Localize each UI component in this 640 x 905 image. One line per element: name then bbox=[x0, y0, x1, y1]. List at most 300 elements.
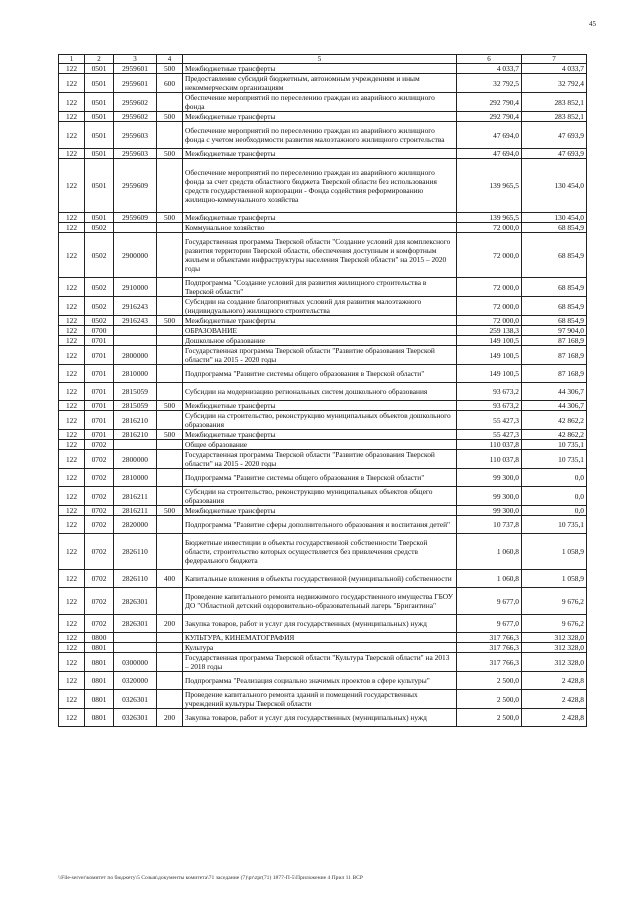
cell-c3: 2820000 bbox=[114, 516, 157, 534]
cell-c3 bbox=[114, 223, 157, 233]
cell-c2: 0501 bbox=[85, 213, 114, 223]
cell-c1: 122 bbox=[59, 506, 85, 516]
cell-c5: Межбюджетные трансферты bbox=[183, 213, 457, 223]
table-row bbox=[59, 440, 587, 450]
cell-c5: Проведение капитального ремонта недвижимого государственного имущества ГБОУ ДО "Областной детский оздоровительно-образовательный лагерь "Бригантина" bbox=[183, 588, 457, 615]
cell-c5: Подпрограмма "Развитие сферы дополнительного образования и воспитания детей" bbox=[183, 516, 457, 534]
table-row bbox=[59, 149, 587, 159]
cell-c7: 312 328,0 bbox=[522, 653, 587, 672]
cell-c4 bbox=[157, 223, 183, 233]
cell-c3: 2800000 bbox=[114, 450, 157, 469]
cell-c2: 0501 bbox=[85, 159, 114, 213]
cell-c5: Межбюджетные трансферты bbox=[183, 64, 457, 74]
cell-c2: 0701 bbox=[85, 430, 114, 440]
cell-c7: 4 033,7 bbox=[522, 64, 587, 74]
cell-c1: 122 bbox=[59, 570, 85, 588]
cell-c4 bbox=[157, 534, 183, 570]
cell-c6: 72 000,0 bbox=[457, 233, 522, 278]
header-cell-7: 7 bbox=[522, 55, 587, 64]
cell-c1: 122 bbox=[59, 534, 85, 570]
cell-c3: 0300000 bbox=[114, 653, 157, 672]
table-body bbox=[59, 55, 587, 727]
cell-c5: Межбюджетные трансферты bbox=[183, 430, 457, 440]
cell-c5: Предоставление субсидий бюджетным, автономным учреждениям и иным некоммерческим организациям bbox=[183, 74, 457, 93]
cell-c7: 1 058,9 bbox=[522, 570, 587, 588]
cell-c6: 4 033,7 bbox=[457, 64, 522, 74]
cell-c5: Подпрограмма "Реализация социально значимых проектов в сфере культуры" bbox=[183, 672, 457, 690]
table-row bbox=[59, 633, 587, 643]
table-row bbox=[59, 122, 587, 149]
table-row bbox=[59, 223, 587, 233]
cell-c3: 2959609 bbox=[114, 213, 157, 223]
cell-c5: Общее образование bbox=[183, 440, 457, 450]
cell-c5: Межбюджетные трансферты bbox=[183, 401, 457, 411]
footer-file-path: \\File-server\комитет по бюджету\5 Созыв\документы комитета\71 заседание (7)\pr\zpr(71) 1877-П-5\Приложение 4 Прил 11 BCP bbox=[58, 875, 364, 881]
header-cell-1: 1 bbox=[59, 55, 85, 64]
cell-c3: 2916243 bbox=[114, 316, 157, 326]
cell-c3: 2816210 bbox=[114, 411, 157, 430]
cell-c1: 122 bbox=[59, 430, 85, 440]
cell-c5: Коммунальное хозяйство bbox=[183, 223, 457, 233]
table-row bbox=[59, 93, 587, 112]
cell-c5: Дошкольное образование bbox=[183, 336, 457, 346]
page-number: 45 bbox=[589, 20, 596, 28]
cell-c7: 2 428,8 bbox=[522, 709, 587, 727]
cell-c4: 500 bbox=[157, 112, 183, 122]
cell-c2: 0502 bbox=[85, 233, 114, 278]
cell-c5: Межбюджетные трансферты bbox=[183, 506, 457, 516]
cell-c6: 93 673,2 bbox=[457, 401, 522, 411]
cell-c1: 122 bbox=[59, 112, 85, 122]
cell-c4: 200 bbox=[157, 615, 183, 633]
cell-c3: 2959609 bbox=[114, 159, 157, 213]
cell-c5: Субсидии на строительство, реконструкцию муниципальных объектов дошкольного образования bbox=[183, 411, 457, 430]
cell-c7: 312 328,0 bbox=[522, 633, 587, 643]
cell-c4 bbox=[157, 643, 183, 653]
table-row bbox=[59, 534, 587, 570]
cell-c4 bbox=[157, 690, 183, 709]
header-cell-6: 6 bbox=[457, 55, 522, 64]
cell-c1: 122 bbox=[59, 213, 85, 223]
cell-c5: Межбюджетные трансферты bbox=[183, 149, 457, 159]
cell-c6: 149 100,5 bbox=[457, 346, 522, 365]
cell-c5: ОБРАЗОВАНИЕ bbox=[183, 326, 457, 336]
cell-c3 bbox=[114, 633, 157, 643]
cell-c2: 0702 bbox=[85, 487, 114, 506]
cell-c3: 2959602 bbox=[114, 93, 157, 112]
table-row bbox=[59, 401, 587, 411]
cell-c1: 122 bbox=[59, 122, 85, 149]
cell-c1: 122 bbox=[59, 487, 85, 506]
cell-c4 bbox=[157, 450, 183, 469]
cell-c2: 0702 bbox=[85, 588, 114, 615]
cell-c3: 2826301 bbox=[114, 615, 157, 633]
cell-c2: 0501 bbox=[85, 112, 114, 122]
cell-c4 bbox=[157, 588, 183, 615]
cell-c2: 0801 bbox=[85, 690, 114, 709]
cell-c6: 47 694,0 bbox=[457, 149, 522, 159]
table-row bbox=[59, 346, 587, 365]
table-row bbox=[59, 450, 587, 469]
cell-c7: 42 862,2 bbox=[522, 411, 587, 430]
table-row bbox=[59, 643, 587, 653]
cell-c5: Закупка товаров, работ и услуг для государственных (муниципальных) нужд bbox=[183, 709, 457, 727]
cell-c6: 2 500,0 bbox=[457, 690, 522, 709]
cell-c1: 122 bbox=[59, 316, 85, 326]
cell-c4: 500 bbox=[157, 213, 183, 223]
cell-c2: 0702 bbox=[85, 440, 114, 450]
cell-c5: Государственная программа Тверской области "Развитие образования Тверской области" на 2015 - 2020 годы bbox=[183, 346, 457, 365]
cell-c1: 122 bbox=[59, 149, 85, 159]
cell-c7: 68 854,9 bbox=[522, 233, 587, 278]
cell-c3: 2826110 bbox=[114, 534, 157, 570]
cell-c3: 2815059 bbox=[114, 401, 157, 411]
cell-c4: 600 bbox=[157, 74, 183, 93]
cell-c2: 0501 bbox=[85, 93, 114, 112]
header-cell-3: 3 bbox=[114, 55, 157, 64]
cell-c7: 9 676,2 bbox=[522, 615, 587, 633]
cell-c2: 0701 bbox=[85, 401, 114, 411]
cell-c7: 32 792,4 bbox=[522, 74, 587, 93]
cell-c3: 2816211 bbox=[114, 506, 157, 516]
cell-c4: 500 bbox=[157, 64, 183, 74]
cell-c2: 0702 bbox=[85, 615, 114, 633]
cell-c7: 0,0 bbox=[522, 469, 587, 487]
cell-c1: 122 bbox=[59, 411, 85, 430]
cell-c5: Субсидии на строительство, реконструкцию муниципальных объектов общего образования bbox=[183, 487, 457, 506]
cell-c7: 47 693,9 bbox=[522, 149, 587, 159]
header-cell-2: 2 bbox=[85, 55, 114, 64]
cell-c6: 1 060,8 bbox=[457, 570, 522, 588]
cell-c5: Бюджетные инвестиции в объекты государственной собственности Тверской области, строительство которых осуществляется без привлечения средств федерального бюджета bbox=[183, 534, 457, 570]
cell-c4 bbox=[157, 93, 183, 112]
cell-c1: 122 bbox=[59, 709, 85, 727]
cell-c2: 0702 bbox=[85, 506, 114, 516]
table-row bbox=[59, 336, 587, 346]
cell-c1: 122 bbox=[59, 633, 85, 643]
cell-c4 bbox=[157, 487, 183, 506]
budget-table bbox=[58, 54, 587, 727]
cell-c2: 0502 bbox=[85, 297, 114, 316]
cell-c4 bbox=[157, 672, 183, 690]
cell-c5: Подпрограмма "Развитие системы общего образования в Тверской области" bbox=[183, 365, 457, 383]
cell-c5: Культура bbox=[183, 643, 457, 653]
cell-c6: 72 000,0 bbox=[457, 316, 522, 326]
cell-c7: 44 306,7 bbox=[522, 383, 587, 401]
cell-c4 bbox=[157, 159, 183, 213]
cell-c2: 0801 bbox=[85, 672, 114, 690]
cell-c4 bbox=[157, 383, 183, 401]
cell-c4 bbox=[157, 633, 183, 643]
cell-c4 bbox=[157, 336, 183, 346]
cell-c1: 122 bbox=[59, 93, 85, 112]
table-row bbox=[59, 297, 587, 316]
table-row bbox=[59, 615, 587, 633]
cell-c2: 0502 bbox=[85, 316, 114, 326]
cell-c6: 99 300,0 bbox=[457, 469, 522, 487]
cell-c4: 500 bbox=[157, 316, 183, 326]
cell-c3: 2826301 bbox=[114, 588, 157, 615]
table-row bbox=[59, 112, 587, 122]
table-row bbox=[59, 365, 587, 383]
cell-c7: 130 454,0 bbox=[522, 159, 587, 213]
table-row bbox=[59, 233, 587, 278]
cell-c1: 122 bbox=[59, 159, 85, 213]
cell-c3: 2815059 bbox=[114, 383, 157, 401]
table-row bbox=[59, 430, 587, 440]
cell-c6: 259 138,3 bbox=[457, 326, 522, 336]
cell-c1: 122 bbox=[59, 278, 85, 297]
table-header-row bbox=[59, 55, 587, 64]
cell-c6: 72 000,0 bbox=[457, 297, 522, 316]
cell-c6: 99 300,0 bbox=[457, 487, 522, 506]
cell-c1: 122 bbox=[59, 365, 85, 383]
cell-c7: 312 328,0 bbox=[522, 643, 587, 653]
cell-c5: Государственная программа Тверской области "Культура Тверской области" на 2013 – 2018 годы bbox=[183, 653, 457, 672]
table-row bbox=[59, 316, 587, 326]
cell-c4: 500 bbox=[157, 149, 183, 159]
cell-c3: 2826110 bbox=[114, 570, 157, 588]
cell-c2: 0701 bbox=[85, 411, 114, 430]
cell-c6: 9 677,0 bbox=[457, 615, 522, 633]
cell-c7: 87 168,9 bbox=[522, 365, 587, 383]
cell-c3: 2816210 bbox=[114, 430, 157, 440]
cell-c2: 0501 bbox=[85, 64, 114, 74]
cell-c3 bbox=[114, 440, 157, 450]
cell-c2: 0801 bbox=[85, 643, 114, 653]
cell-c1: 122 bbox=[59, 233, 85, 278]
cell-c6: 93 673,2 bbox=[457, 383, 522, 401]
cell-c3 bbox=[114, 326, 157, 336]
cell-c4 bbox=[157, 233, 183, 278]
cell-c5: Подпрограмма "Создание условий для развития жилищного строительства в Тверской области" bbox=[183, 278, 457, 297]
cell-c2: 0702 bbox=[85, 570, 114, 588]
cell-c1: 122 bbox=[59, 401, 85, 411]
cell-c6: 72 000,0 bbox=[457, 223, 522, 233]
cell-c1: 122 bbox=[59, 346, 85, 365]
cell-c3: 2916243 bbox=[114, 297, 157, 316]
table-row bbox=[59, 588, 587, 615]
cell-c6: 292 790,4 bbox=[457, 112, 522, 122]
cell-c7: 97 904,0 bbox=[522, 326, 587, 336]
cell-c7: 2 428,8 bbox=[522, 690, 587, 709]
cell-c7: 0,0 bbox=[522, 487, 587, 506]
table-row bbox=[59, 213, 587, 223]
cell-c3: 2900000 bbox=[114, 233, 157, 278]
cell-c7: 10 735,1 bbox=[522, 450, 587, 469]
cell-c3: 2959601 bbox=[114, 74, 157, 93]
cell-c3 bbox=[114, 643, 157, 653]
table-row bbox=[59, 516, 587, 534]
cell-c7: 68 854,9 bbox=[522, 223, 587, 233]
cell-c3: 2959603 bbox=[114, 149, 157, 159]
cell-c6: 1 060,8 bbox=[457, 534, 522, 570]
cell-c6: 99 300,0 bbox=[457, 506, 522, 516]
cell-c2: 0702 bbox=[85, 469, 114, 487]
cell-c6: 149 100,5 bbox=[457, 336, 522, 346]
cell-c1: 122 bbox=[59, 615, 85, 633]
cell-c6: 47 694,0 bbox=[457, 122, 522, 149]
cell-c1: 122 bbox=[59, 643, 85, 653]
cell-c3: 2959602 bbox=[114, 112, 157, 122]
cell-c5: Проведение капитального ремонта зданий и помещений государственных учреждений культуры Тверской области bbox=[183, 690, 457, 709]
cell-c1: 122 bbox=[59, 690, 85, 709]
header-cell-4: 4 bbox=[157, 55, 183, 64]
cell-c1: 122 bbox=[59, 336, 85, 346]
cell-c7: 2 428,8 bbox=[522, 672, 587, 690]
cell-c4 bbox=[157, 411, 183, 430]
cell-c4 bbox=[157, 653, 183, 672]
header-cell-5: 5 bbox=[183, 55, 457, 64]
cell-c6: 292 790,4 bbox=[457, 93, 522, 112]
cell-c6: 55 427,3 bbox=[457, 411, 522, 430]
table-row bbox=[59, 64, 587, 74]
cell-c1: 122 bbox=[59, 440, 85, 450]
cell-c2: 0501 bbox=[85, 74, 114, 93]
table-row bbox=[59, 411, 587, 430]
cell-c7: 68 854,9 bbox=[522, 316, 587, 326]
table-row bbox=[59, 690, 587, 709]
cell-c6: 139 965,5 bbox=[457, 213, 522, 223]
cell-c2: 0801 bbox=[85, 709, 114, 727]
cell-c7: 68 854,9 bbox=[522, 278, 587, 297]
cell-c6: 317 766,3 bbox=[457, 653, 522, 672]
cell-c4: 500 bbox=[157, 506, 183, 516]
cell-c3: 2959601 bbox=[114, 64, 157, 74]
cell-c5: Межбюджетные трансферты bbox=[183, 112, 457, 122]
cell-c3: 0326301 bbox=[114, 690, 157, 709]
cell-c4: 200 bbox=[157, 709, 183, 727]
cell-c1: 122 bbox=[59, 326, 85, 336]
cell-c3: 2810000 bbox=[114, 365, 157, 383]
table-row bbox=[59, 487, 587, 506]
cell-c7: 42 862,2 bbox=[522, 430, 587, 440]
cell-c2: 0701 bbox=[85, 336, 114, 346]
cell-c5: Капитальные вложения в объекты государственной (муниципальной) собственности bbox=[183, 570, 457, 588]
cell-c4: 500 bbox=[157, 430, 183, 440]
cell-c7: 283 852,1 bbox=[522, 93, 587, 112]
cell-c5: Субсидии на модернизацию региональных систем дошкольного образования bbox=[183, 383, 457, 401]
table-row bbox=[59, 506, 587, 516]
cell-c5: Обеспечение мероприятий по переселению граждан из аварийного жилищного фонда bbox=[183, 93, 457, 112]
cell-c5: Субсидии на создание благоприятных условий для развития малоэтажного (индивидуального) жилищного строительства bbox=[183, 297, 457, 316]
cell-c7: 0,0 bbox=[522, 506, 587, 516]
cell-c7: 130 454,0 bbox=[522, 213, 587, 223]
cell-c4 bbox=[157, 297, 183, 316]
cell-c7: 10 735,1 bbox=[522, 516, 587, 534]
table-row bbox=[59, 469, 587, 487]
cell-c1: 122 bbox=[59, 383, 85, 401]
cell-c6: 110 037,8 bbox=[457, 450, 522, 469]
cell-c2: 0501 bbox=[85, 122, 114, 149]
cell-c4: 400 bbox=[157, 570, 183, 588]
table-row bbox=[59, 159, 587, 213]
table-row bbox=[59, 326, 587, 336]
table-row bbox=[59, 74, 587, 93]
cell-c3: 0320000 bbox=[114, 672, 157, 690]
cell-c7: 44 306,7 bbox=[522, 401, 587, 411]
cell-c2: 0702 bbox=[85, 516, 114, 534]
cell-c1: 122 bbox=[59, 64, 85, 74]
cell-c7: 10 735,1 bbox=[522, 440, 587, 450]
cell-c6: 2 500,0 bbox=[457, 672, 522, 690]
cell-c5: Государственная программа Тверской области "Создание условий для комплексного развития территории Тверской области, обеспечения доступным и комфортным жильем и объектами инфраструктуры населения Тверской области" на 2015 – 2020 годы bbox=[183, 233, 457, 278]
cell-c1: 122 bbox=[59, 588, 85, 615]
cell-c6: 317 766,3 bbox=[457, 643, 522, 653]
cell-c7: 87 168,9 bbox=[522, 346, 587, 365]
cell-c3: 0326301 bbox=[114, 709, 157, 727]
cell-c1: 122 bbox=[59, 469, 85, 487]
cell-c2: 0702 bbox=[85, 450, 114, 469]
cell-c6: 110 037,8 bbox=[457, 440, 522, 450]
cell-c2: 0502 bbox=[85, 278, 114, 297]
cell-c2: 0502 bbox=[85, 223, 114, 233]
cell-c2: 0701 bbox=[85, 383, 114, 401]
cell-c7: 9 676,2 bbox=[522, 588, 587, 615]
cell-c6: 139 965,5 bbox=[457, 159, 522, 213]
cell-c3: 2800000 bbox=[114, 346, 157, 365]
cell-c6: 10 737,8 bbox=[457, 516, 522, 534]
cell-c3: 2959603 bbox=[114, 122, 157, 149]
cell-c1: 122 bbox=[59, 672, 85, 690]
cell-c1: 122 bbox=[59, 74, 85, 93]
cell-c6: 9 677,0 bbox=[457, 588, 522, 615]
cell-c6: 149 100,5 bbox=[457, 365, 522, 383]
cell-c4 bbox=[157, 326, 183, 336]
cell-c3: 2910000 bbox=[114, 278, 157, 297]
cell-c1: 122 bbox=[59, 516, 85, 534]
cell-c2: 0701 bbox=[85, 346, 114, 365]
cell-c4 bbox=[157, 516, 183, 534]
cell-c4 bbox=[157, 346, 183, 365]
cell-c2: 0501 bbox=[85, 149, 114, 159]
table-row bbox=[59, 570, 587, 588]
cell-c5: Межбюджетные трансферты bbox=[183, 316, 457, 326]
cell-c7: 87 168,9 bbox=[522, 336, 587, 346]
table-row bbox=[59, 672, 587, 690]
cell-c4 bbox=[157, 365, 183, 383]
cell-c4 bbox=[157, 469, 183, 487]
cell-c5: КУЛЬТУРА, КИНЕМАТОГРАФИЯ bbox=[183, 633, 457, 643]
cell-c2: 0800 bbox=[85, 633, 114, 643]
cell-c1: 122 bbox=[59, 450, 85, 469]
table-row bbox=[59, 383, 587, 401]
cell-c7: 68 854,9 bbox=[522, 297, 587, 316]
cell-c5: Подпрограмма "Развитие системы общего образования в Тверской области" bbox=[183, 469, 457, 487]
cell-c5: Обеспечение мероприятий по переселению граждан из аварийного жилищного фонда с учетом необходимости развития малоэтажного жилищного строительства bbox=[183, 122, 457, 149]
cell-c3 bbox=[114, 336, 157, 346]
cell-c5: Обеспечение мероприятий по переселению граждан из аварийного жилищного фонда за счет средств областного бюджета Тверской области без использования средств государственной корпорации - Фонда содействия реформированию жилищно-коммунального хозяйства bbox=[183, 159, 457, 213]
cell-c7: 1 058,9 bbox=[522, 534, 587, 570]
cell-c2: 0801 bbox=[85, 653, 114, 672]
cell-c4 bbox=[157, 122, 183, 149]
cell-c6: 55 427,3 bbox=[457, 430, 522, 440]
cell-c5: Закупка товаров, работ и услуг для государственных (муниципальных) нужд bbox=[183, 615, 457, 633]
cell-c6: 2 500,0 bbox=[457, 709, 522, 727]
cell-c6: 72 000,0 bbox=[457, 278, 522, 297]
cell-c2: 0700 bbox=[85, 326, 114, 336]
cell-c2: 0702 bbox=[85, 534, 114, 570]
cell-c6: 32 792,5 bbox=[457, 74, 522, 93]
cell-c3: 2810000 bbox=[114, 469, 157, 487]
cell-c4 bbox=[157, 278, 183, 297]
cell-c7: 283 852,1 bbox=[522, 112, 587, 122]
table-row bbox=[59, 709, 587, 727]
cell-c6: 317 766,3 bbox=[457, 633, 522, 643]
cell-c4 bbox=[157, 440, 183, 450]
cell-c3: 2816211 bbox=[114, 487, 157, 506]
cell-c4: 500 bbox=[157, 401, 183, 411]
